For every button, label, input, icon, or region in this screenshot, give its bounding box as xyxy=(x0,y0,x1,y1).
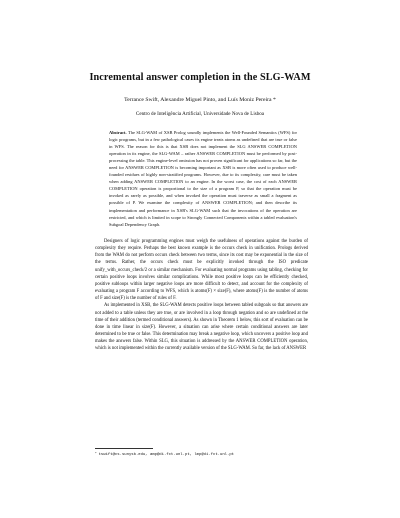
footnote-emails: tswift@cs.sunysb.edu, amp@di.fct.unl.pt, lmp@di.fct.unl.pt xyxy=(98,453,235,458)
abstract xyxy=(109,129,297,228)
abstract-label: Abstract. xyxy=(109,130,127,135)
body-paragraph-1: Designers of logic programming engines must weigh the usefulness of operations against the burden of complexity they require. Perhaps the best known example is the occurs check in unification. Prologs derived from the WAM do not perform occurs check between two terms, since its cost may be exponential in the size of the terms. Rather, the occurs check must be explicitly invoked through the ISO predicate unify_with_occurs_check/2 or a similar mechanism. For evaluating normal programs using tabling, checking for certain positive loops involves similar complications. While most positive loops can be efficiently checked, positive subloops within larger negative loops are more difficult to detect, and account for the complexity of evaluating a program F according to WFS, which is atoms(F) × size(F), where atoms(F) is the number of atoms of F and size(F) is the number of rules of F. xyxy=(95,239,308,302)
footnote-mark: * xyxy=(95,451,97,455)
affiliation: Centro de Inteligência Artificial, Universidade Nova de Lisboa xyxy=(135,111,265,117)
body-text xyxy=(95,238,308,353)
body-paragraph-2: As implemented in XSB, the SLG-WAM detects positive loops between tabled subgoals so that answers are not added to a table unless they are true, or are involved in a loop through negation and so are undefined at the time of their addition (termed conditional answers). As shown in Theorem 1 below, this sort of evaluation can be done in time linear in size(F). However, a situation can arise where certain conditional answers are later determined to be true or false. This determination may break a negative loop, which uncovers a positive loop and makes the answers false. Within SLG, this situation is addressed by the ANSWER COMPLETION operation, which is not implemented within the currently available version of the SLG-WAM. So far, the lack of ANSWER xyxy=(95,303,308,352)
paper-title: Incremental answer completion in the SLG-WAM xyxy=(89,72,311,83)
author-list: Terrance Swift, Alexandre Miguel Pinto, and Luís Moniz Pereira * xyxy=(124,97,276,103)
footnote-rule xyxy=(95,448,153,449)
abstract-text: The SLG-WAM of XSB Prolog soundly implements the Well-Founded Semantics (WFS) for logic programs, but in a few pathological cases its engine treats atoms as undefined that are true or false in WFS. The reason for this is that XSB does not implement the SLG ANSWER COMPLETION operation in its engine, the SLG-WAM – rather ANSWER COMPLETION must be performed by post-processing the table. This engine-level omission has not proven significant for applications so far, but the need for ANSWER COMPLETION is becoming important as XSB is more often used to produce well-founded residues of highly non-stratified programs. However, due to its complexity, care must be taken when adding ANSWER COMPLETION to an engine. In the worst case, the cost of each ANSWER COMPLETION operation is proportional to the size of a program P, so that the operation must be invoked as rarely as possible, and when invoked the operation must traverse as small a fragment as possible of P. We examine the complexity of ANSWER COMPLETION; and then describe its implementation and performance in XSB's SLG-WAM such that the invocations of the operation are restricted, and which is limited in scope to Strongly Connected Components within a tabled evaluation's Subgoal Dependency Graph. xyxy=(109,130,297,227)
footnote xyxy=(95,451,308,458)
